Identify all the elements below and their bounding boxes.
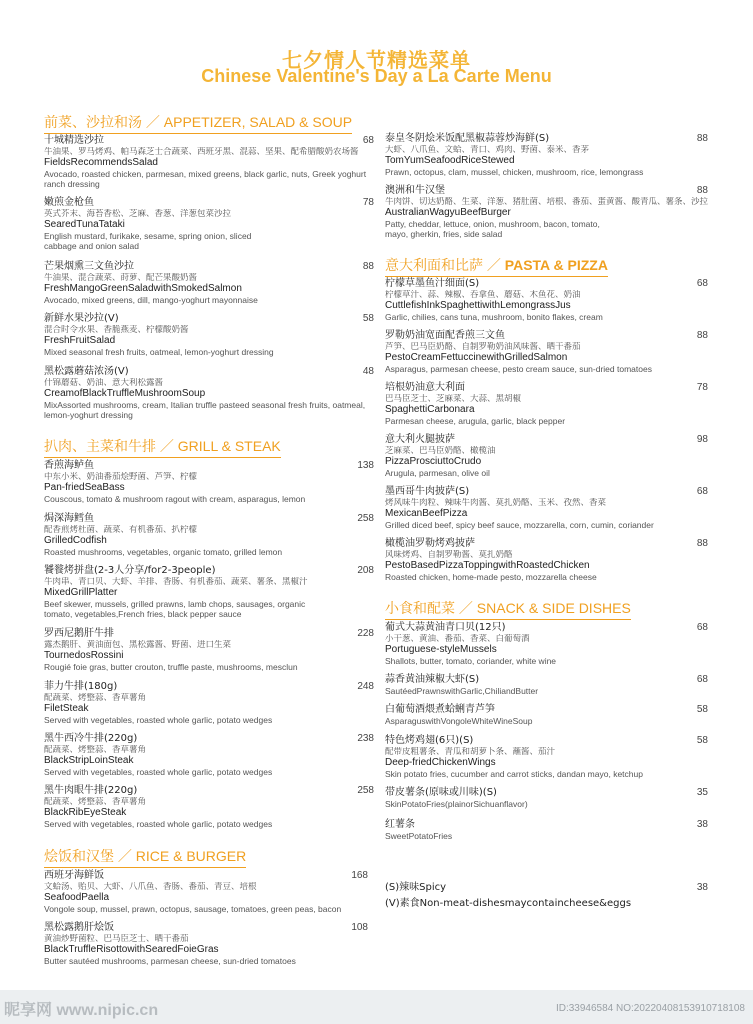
item-ingredients-zh: 芝麻菜、巴马臣奶酪、橄榄油: [385, 446, 496, 456]
menu-item: [44, 733, 374, 777]
item-ingredients-zh: 巴马臣芝士、芝麻菜、大蒜、黑胡椒: [385, 394, 522, 404]
item-description: Couscous, tomato & mushroom ragout with cream, asparagus, lemon: [44, 494, 306, 504]
item-description: Mixed seasonal fresh fruits, oatmeal, lemon-yoghurt dressing: [44, 347, 274, 357]
item-price: 168: [351, 870, 368, 881]
watermark-logo: 昵享网 www.nipic.cn: [4, 1002, 159, 1019]
item-price: 258: [357, 785, 374, 796]
item-description: Patty, cheddar, lettuce, onion, mushroom, bacon, tomato, mayo, gherkin, fries, side salad: [385, 219, 600, 239]
item-name: 泰皇冬阴烩米饭配黑椒蒜蓉炒海鲜(S): [385, 133, 550, 144]
item-ingredients-zh: 牛肉串、青口贝、大虾、羊排、香肠、有机番茄、蔬菜、薯条、黑椒汁: [44, 577, 308, 587]
menu-item: [385, 278, 708, 322]
item-ingredients-zh: 英式芥末、海苔香松、芝麻、香葱、洋葱包菜沙拉: [44, 209, 232, 219]
item-price: 108: [351, 922, 368, 933]
spicy-note: (S)辣味Spicy: [385, 882, 447, 893]
item-price: 258: [357, 513, 374, 524]
item-name-en: PestoBasedPizzaToppingwithRoastedChicken: [385, 560, 590, 571]
menu-item: [44, 197, 374, 251]
item-name: 焗深海鳕鱼: [44, 513, 94, 524]
pasta-section: [385, 255, 608, 277]
item-name-en: CreamofBlackTruffleMushroomSoup: [44, 388, 206, 399]
item-name: 黑松露蘑菇浓汤(V): [44, 366, 129, 377]
item-price: 78: [696, 382, 708, 393]
item-description: Skin potato fries, cucumber and carrot sticks, dandan mayo, ketchup: [385, 769, 643, 779]
item-price: 248: [357, 681, 374, 692]
menu-item: [385, 819, 708, 841]
item-name: 罗西尼鹅肝牛排: [44, 628, 114, 639]
item-description: SkinPotatoFries(plainorSichuanflavor): [385, 799, 528, 809]
item-name-en: Deep-friedChickenWings: [385, 757, 496, 768]
item-ingredients-zh: 什锦蘑菇、奶油、意大利松露酱: [44, 378, 164, 388]
item-description: Shallots, butter, tomato, coriander, white wine: [385, 656, 557, 666]
item-ingredients-zh: 风味烤鸡、自制罗勒酱、莫扎奶酪: [385, 550, 513, 560]
menu-item: [44, 681, 374, 725]
item-ingredients-zh: 配蔬菜、烤整蒜、香草薯角: [44, 797, 147, 807]
menu-item: [44, 870, 374, 914]
item-name: 特色烤鸡翅(6只)(S): [385, 735, 474, 746]
item-ingredients-zh: 牛油果、罗马烤鸡、帕马森芝士合蔬菜、西班牙黑、混蒜、坚果、配希腊酸奶农场酱: [44, 147, 359, 157]
grill-section: [44, 436, 281, 458]
menu-item: [44, 513, 374, 557]
item-price: 68: [362, 135, 374, 146]
item-price: 88: [696, 330, 708, 341]
item-name: 柠檬草墨鱼汁细面(S): [385, 278, 480, 289]
item-description: Arugula, parmesan, olive oil: [385, 468, 490, 478]
item-name: 黑牛西冷牛排(220g): [44, 733, 138, 744]
item-ingredients-zh: 烤风味牛肉粒、辣味牛肉酱、莫扎奶酪、玉米、孜然、香菜: [385, 498, 607, 508]
appetizer-section-title: 前菜、沙拉和汤 ／ APPETIZER, SALAD & SOUP: [44, 112, 352, 134]
pasta-title-en: PASTA & PIZZA: [504, 257, 608, 273]
item-description: Garlic, chilies, cans tuna, mushroom, bonito flakes, cream: [385, 312, 603, 322]
menu-item: [44, 261, 374, 305]
item-name: 黑松露鹅肝烩饭: [44, 922, 114, 933]
item-description: Served with vegetables, roasted whole garlic, potato wedges: [44, 767, 273, 777]
menu-item: [385, 538, 708, 582]
item-description: Roasted chicken, home-made pesto, mozzarella cheese: [385, 572, 597, 582]
item-description: Served with vegetables, roasted whole garlic, potato wedges: [44, 819, 273, 829]
item-ingredients-zh: 大虾、八爪鱼、文蛤、青口、鸡肉、野菌、泰米、香茅: [385, 145, 590, 155]
item-name: 芒果烟熏三文鱼沙拉: [44, 261, 134, 272]
item-name: 红薯条: [385, 819, 415, 830]
rice-section: [44, 846, 246, 868]
item-name: 饕餮烤拼盘(2-3人分享/for2-3people): [44, 565, 216, 576]
item-ingredients-zh: 配蔬菜、烤整蒜、香草薯角: [44, 745, 147, 755]
item-description: AsparaguswithVongoleWhiteWineSoup: [385, 716, 533, 726]
item-description: Roasted mushrooms, vegetables, organic tomato, grilled lemon: [44, 547, 283, 557]
item-name-en: BlackStripLoinSteak: [44, 755, 134, 766]
item-name-en: FreshFruitSalad: [44, 335, 116, 346]
item-description: Avocado, mixed greens, dill, mango-yoghurt mayonnaise: [44, 295, 258, 305]
item-name: 新鲜水果沙拉(V): [44, 313, 119, 324]
item-price: 88: [696, 133, 708, 144]
item-name: 蒜香黄油辣椒大虾(S): [385, 674, 480, 685]
item-name-en: FiletSteak: [44, 703, 89, 714]
menu-item: [44, 460, 374, 504]
menu-item: [44, 785, 374, 829]
item-description: MixAssorted mushrooms, cream, Italian truffle pasteed seasonal fresh fruits, oatmeal, lemon-yoghurt dressing: [44, 400, 366, 420]
item-name: 墨西哥牛肉披萨(S): [385, 486, 470, 497]
item-name-en: PestoCreamFettuccinewithGrilledSalmon: [385, 352, 568, 363]
menu-item: [385, 674, 708, 696]
item-name: 罗勒奶油宽面配香煎三文鱼: [385, 330, 505, 341]
item-price: 88: [696, 185, 708, 196]
item-name-en: GrilledCodfish: [44, 535, 107, 546]
item-price: 58: [362, 313, 374, 324]
item-name-en: TomYumSeafoodRiceStewed: [385, 155, 515, 166]
menu-item: [385, 382, 708, 426]
item-price: 88: [696, 538, 708, 549]
item-name: 黑牛肉眼牛排(220g): [44, 785, 138, 796]
item-price: 35: [696, 787, 708, 798]
item-price: 88: [362, 261, 374, 272]
item-name-en: MexicanBeefPizza: [385, 508, 468, 519]
item-ingredients-zh: 配带皮粗薯条、青瓜和胡萝卜条、蘸酱、茄汁: [385, 747, 556, 757]
item-description: Prawn, octopus, clam, mussel, chicken, mushroom, rice, lemongrass: [385, 167, 644, 177]
item-ingredients-zh: 文蛤汤、贻贝、大虾、八爪鱼、香肠、番茄、青豆、培根: [44, 882, 257, 892]
item-ingredients-zh: 柠檬草汁、蒜、辣椒、吞拿鱼、蘑菇、木鱼花、奶油: [385, 290, 581, 300]
item-name: 菲力牛排(180g): [44, 681, 118, 692]
snack-section-title: 小食和配菜 ／ SNACK & SIDE DISHES: [385, 598, 631, 620]
item-ingredients-zh: 芦笋、巴马臣奶酪、自制罗勒奶油风味酱、晒干番茄: [385, 342, 581, 352]
item-ingredients-zh: 牛肉饼、切达奶酪、生菜、洋葱、猪肚菌、培根、番茄、蛋黄酱、酸青瓜、薯条、沙拉: [385, 197, 708, 207]
item-ingredients-zh: 中东小米、奶油番茄烩野菌、芦笋、柠檬: [44, 472, 198, 482]
item-name-en: SearedTunaTataki: [44, 219, 125, 230]
menu-title-english: Chinese Valentine's Day a La Carte Menu: [201, 66, 552, 86]
item-price: 68: [696, 622, 708, 633]
item-name: 带皮薯条(原味或川味)(S): [385, 787, 497, 798]
item-price: 38: [696, 819, 708, 830]
grill-section-title: 扒肉、主菜和牛排 ／ GRILL & STEAK: [44, 436, 281, 458]
item-price: 138: [357, 460, 374, 471]
item-name-en: SeafoodPaella: [44, 892, 110, 903]
item-description: Asparagus, parmesan cheese, pesto cream sauce, sun-dried tomatoes: [385, 364, 652, 374]
item-ingredients-zh: 混合时令水果、香脆燕麦、柠檬酸奶酱: [44, 325, 189, 335]
menu-item: [44, 313, 374, 357]
item-name-en: TournedosRossini: [44, 650, 124, 661]
item-ingredients-zh: 小干葱、黄油、番茄、香菜、白葡萄酒: [385, 634, 530, 644]
menu-item: [385, 133, 708, 177]
item-price: 208: [357, 565, 374, 576]
item-ingredients-zh: 配香煎烤杜菌、蔬菜、有机番茄、扒柠檬: [44, 525, 198, 535]
item-ingredients-zh: 牛油果、混合蔬菜、莳萝、配芒果酸奶酱: [44, 273, 198, 283]
item-description: Grilled diced beef, spicy beef sauce, mozzarella, corn, cumin, coriander: [385, 520, 654, 530]
item-ingredients-zh: 配蔬菜、烤整蒜、香草薯角: [44, 693, 147, 703]
item-name-en: FreshMangoGreenSaladwithSmokedSalmon: [44, 283, 242, 294]
item-name: 香煎海鲈鱼: [44, 460, 94, 471]
item-name: 白葡萄酒煨煮蛤蜊青芦笋: [385, 704, 495, 715]
menu-item: [385, 735, 708, 779]
item-description: Vongole soup, mussel, prawn, octopus, sausage, tomatoes, green peas, bacon: [44, 904, 342, 914]
item-price: 78: [362, 197, 374, 208]
menu-item: [385, 622, 708, 666]
appetizer-section: [44, 112, 352, 134]
item-name-en: Portuguese-styleMussels: [385, 644, 497, 655]
menu-item: [385, 185, 708, 239]
item-name: 培根奶油意大利面: [385, 382, 465, 393]
vegetarian-note: (V)素食Non-meat-dishesmaycontaincheese&eggs: [385, 898, 632, 909]
menu-item: [44, 565, 374, 619]
menu-item: [385, 704, 708, 726]
item-description: SweetPotatoFries: [385, 831, 453, 841]
item-description: Rougié foie gras, butter crouton, truffle paste, mushrooms, mesclun: [44, 662, 298, 672]
item-price: 68: [696, 278, 708, 289]
item-name: 澳洲和牛汉堡: [385, 185, 445, 196]
item-description: Avocado, roasted chicken, parmesan, mixed greens, black garlic, nuts, Greek yoghurt ranch dressing: [44, 169, 367, 189]
item-name: 橄榄油罗勒烤鸡披萨: [385, 538, 475, 549]
item-name: 意大利火腿披萨: [385, 434, 455, 445]
menu-item: [385, 434, 708, 478]
item-name-en: MixedGrillPlatter: [44, 587, 118, 598]
notes-price: 38: [696, 882, 708, 893]
item-price: 58: [696, 735, 708, 746]
item-price: 98: [696, 434, 708, 445]
item-name-en: AustralianWagyuBeefBurger: [385, 207, 511, 218]
menu-item: [44, 922, 374, 966]
item-name-en: Pan-friedSeaBass: [44, 482, 125, 493]
pasta-title-zh: 意大利面和比萨 ／: [385, 257, 505, 273]
item-name: 葡式大蒜黄油青口贝(12只): [385, 622, 506, 633]
menu-title-chinese: 七夕情人节精选菜单: [282, 48, 471, 72]
item-description: Parmesan cheese, arugula, garlic, black pepper: [385, 416, 566, 426]
item-name-en: BlackTruffleRisottowithSearedFoieGras: [44, 944, 219, 955]
item-price: 68: [696, 674, 708, 685]
pasta-section-title: [385, 255, 608, 277]
menu-item: [44, 366, 374, 420]
watermark-footer: [0, 990, 753, 1024]
menu-item: [44, 135, 374, 189]
item-name-en: BlackRibEyeSteak: [44, 807, 127, 818]
item-ingredients-zh: 黄油炒野菌粒、巴马臣芝士、晒干番茄: [44, 934, 189, 944]
item-name-en: FieldsRecommendsSalad: [44, 157, 158, 168]
item-name-en: PizzaProsciuttoCrudo: [385, 456, 482, 467]
item-name: 西班牙海鲜饭: [44, 870, 104, 881]
item-name: 十城精选沙拉: [44, 135, 104, 146]
item-name-en: SpaghettiCarbonara: [385, 404, 475, 415]
item-name: 嫩煎金枪鱼: [44, 197, 94, 208]
item-description: SautéedPrawnswithGarlic,ChiliandButter: [385, 686, 539, 696]
item-price: 238: [357, 733, 374, 744]
menu-notes: [385, 882, 708, 910]
item-price: 228: [357, 628, 374, 639]
item-description: English mustard, furikake, sesame, spring onion, sliced cabbage and onion salad: [44, 231, 252, 251]
snack-section: [385, 598, 631, 620]
item-description: Served with vegetables, roasted whole garlic, potato wedges: [44, 715, 273, 725]
menu-item: [385, 330, 708, 374]
item-price: 58: [696, 704, 708, 715]
item-price: 48: [362, 366, 374, 377]
item-price: 68: [696, 486, 708, 497]
menu-item: [44, 628, 374, 672]
rice-section-title: 烩饭和汉堡 ／ RICE & BURGER: [44, 846, 246, 868]
item-name-en: CuttlefishInkSpaghettiwithLemongrassJus: [385, 300, 571, 311]
menu-item: [385, 486, 708, 530]
item-description: Beef skewer, mussels, grilled prawns, lamb chops, sausages, organic tomato, vegetables,French fries, black pepper sauce: [44, 599, 306, 619]
menu-item: [385, 787, 708, 809]
item-description: Butter sautéed mushrooms, parmesan cheese, sun-dried tomatoes: [44, 956, 296, 966]
item-ingredients-zh: 露杰鹅肝、黄油面包、黑松露酱、野菌、进口生菜: [44, 640, 232, 650]
watermark-id: ID:33946584 NO:20220408153910718108: [555, 1003, 745, 1014]
